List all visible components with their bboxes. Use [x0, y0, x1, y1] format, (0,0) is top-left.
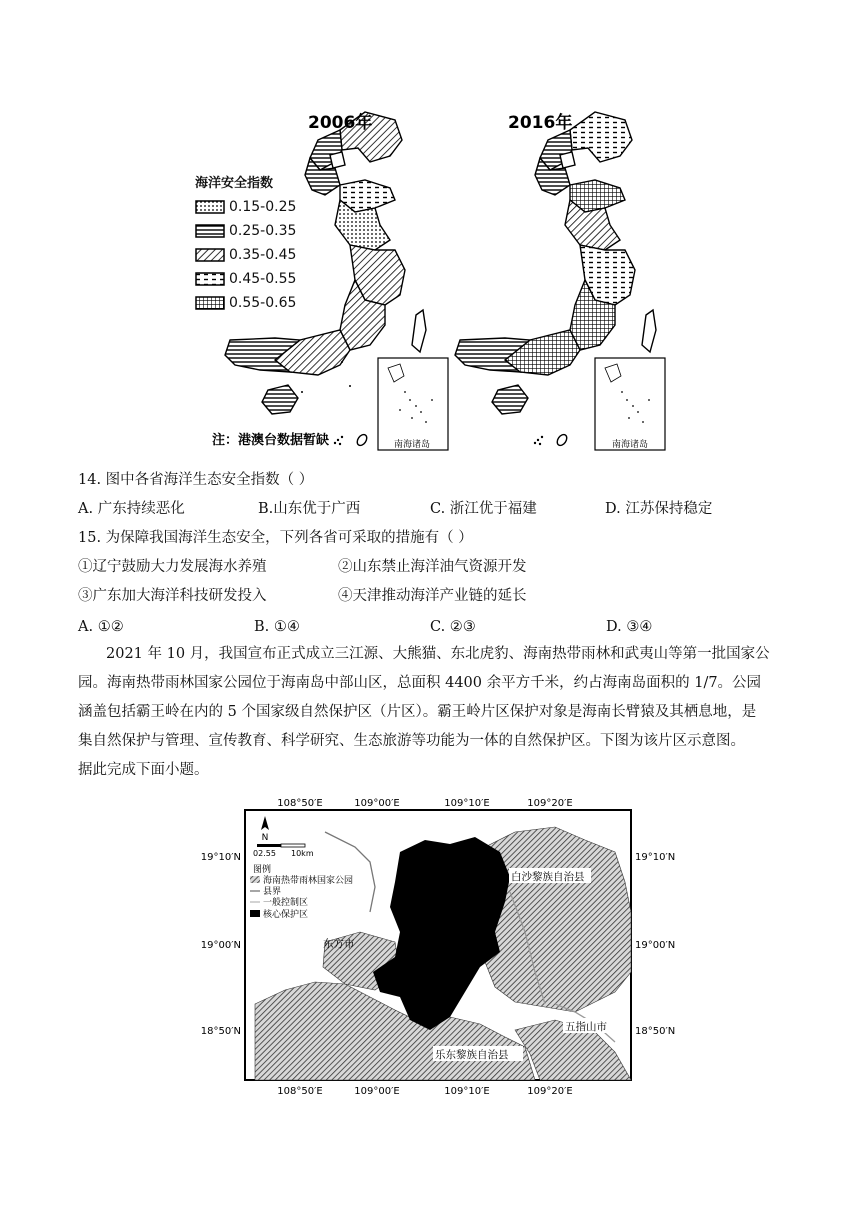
legend-item: [195, 195, 335, 219]
legend2-title: 图例: [253, 865, 272, 875]
figure-ocean-safety: [190, 100, 670, 455]
map-title-2016: 2016年: [508, 113, 573, 133]
bottom-tick-3: 109°10′E: [444, 1086, 490, 1097]
map-note: 注：港澳台数据暂缺: [212, 433, 330, 448]
inset-label-right: 南海诸岛: [611, 440, 649, 450]
legend-item: [195, 291, 335, 315]
right-tick-2: 19°00′N: [635, 940, 675, 951]
left-tick-3: 18°50′N: [200, 1026, 241, 1037]
left-tick-1: 19°10′N: [200, 852, 241, 863]
bottom-tick-4: 109°20′E: [527, 1086, 573, 1097]
q15-item-4: ④天津推动海洋产业链的延长: [338, 588, 527, 604]
q15-item-1: ①辽宁鼓励大力发展海水养殖: [78, 559, 267, 575]
place-dongfang: 东方市: [323, 938, 355, 950]
top-tick-1: 108°50′E: [277, 798, 323, 809]
place-ledong: 乐东黎族自治县: [435, 1049, 509, 1061]
place-baisha: 白沙黎族自治县: [511, 871, 585, 883]
passage-line-3: 涵盖包括霸王岭在内的 5 个国家级自然保护区（片区）。霸王岭片区保护对象是海南长臂猿及其栖息地，是: [78, 704, 757, 720]
right-tick-3: 18°50′N: [635, 1026, 675, 1037]
legend-swatch: [195, 296, 225, 310]
top-tick-3: 109°10′E: [444, 798, 490, 809]
passage-line-2: 园。海南热带雨林国家公园位于海南岛中部山区，总面积 4400 余平方千米，约占海南岛面积的 1/7。公园: [78, 675, 762, 691]
q15-option-d[interactable]: D. ③④: [606, 619, 653, 635]
q15-option-a[interactable]: A. ①②: [78, 619, 124, 635]
legend-label: 0.45-0.55: [229, 271, 297, 287]
scale-left: 02.55: [253, 849, 276, 858]
q15-item-3: ③广东加大海洋科技研发投入: [78, 588, 267, 604]
q14-stem: 14. 图中各省海洋生态安全指数（ ）: [78, 472, 314, 488]
right-tick-1: 19°10′N: [635, 852, 675, 863]
legend2-item-4: 核心保护区: [263, 910, 309, 920]
legend-title: 海洋安全指数: [195, 176, 274, 191]
top-tick-4: 109°20′E: [527, 798, 573, 809]
passage-line-1: 2021 年 10 月，我国宣布正式成立三江源、大熊猫、东北虎豹、海南热带雨林和武夷山等第一批国家公: [106, 646, 770, 662]
legend-item: [195, 219, 335, 243]
legend2-item-2: 县界: [263, 887, 282, 897]
bottom-tick-2: 109°00′E: [354, 1086, 400, 1097]
figure-bawangling: [195, 792, 675, 1098]
legend-swatch: [195, 224, 225, 238]
map-2016: [455, 112, 665, 450]
svg-text:N: N: [261, 833, 269, 843]
legend-label: 0.15-0.25: [229, 199, 297, 215]
q14-option-a[interactable]: A. 广东持续恶化: [78, 501, 185, 517]
q14-option-d[interactable]: D. 江苏保持稳定: [605, 501, 713, 517]
legend-item: [195, 267, 335, 291]
passage: [78, 640, 778, 785]
q15-option-b[interactable]: B. ①④: [254, 619, 300, 635]
legend2-item-3: 一般控制区: [263, 898, 309, 908]
q15-option-c[interactable]: C. ②③: [430, 619, 476, 635]
legend2-item-1: 海南热带雨林国家公园: [263, 876, 354, 886]
legend-ocean-safety: [195, 172, 335, 315]
q14-option-b[interactable]: B.山东优于广西: [258, 501, 361, 517]
bawangling-map: [195, 792, 675, 1098]
passage-line-4: 集自然保护与管理、宣传教育、科学研究、生态旅游等功能为一体的自然保护区。下图为该片区示意图。: [78, 733, 745, 749]
legend-label: 0.25-0.35: [229, 223, 297, 239]
legend-label: 0.35-0.45: [229, 247, 297, 263]
q15-stem: 15. 为保障我国海洋生态安全，下列各省可采取的措施有（ ）: [78, 530, 473, 546]
legend-swatch: [195, 248, 225, 262]
map-title-2006: 2006年: [308, 113, 373, 133]
bottom-tick-1: 108°50′E: [277, 1086, 323, 1097]
legend-swatch: [195, 200, 225, 214]
legend-swatch: [195, 272, 225, 286]
scale-right: 10km: [291, 849, 314, 858]
inset-label-left: 南海诸岛: [393, 440, 431, 450]
left-tick-2: 19°00′N: [200, 940, 241, 951]
legend-item: [195, 243, 335, 267]
q15-item-2: ②山东禁止海洋油气资源开发: [338, 559, 527, 575]
top-tick-2: 109°00′E: [354, 798, 400, 809]
legend-label: 0.55-0.65: [229, 295, 297, 311]
passage-line-5: 据此完成下面小题。: [78, 762, 209, 778]
q14-option-c[interactable]: C. 浙江优于福建: [430, 501, 537, 517]
place-wuzhishan: 五指山市: [565, 1021, 607, 1033]
